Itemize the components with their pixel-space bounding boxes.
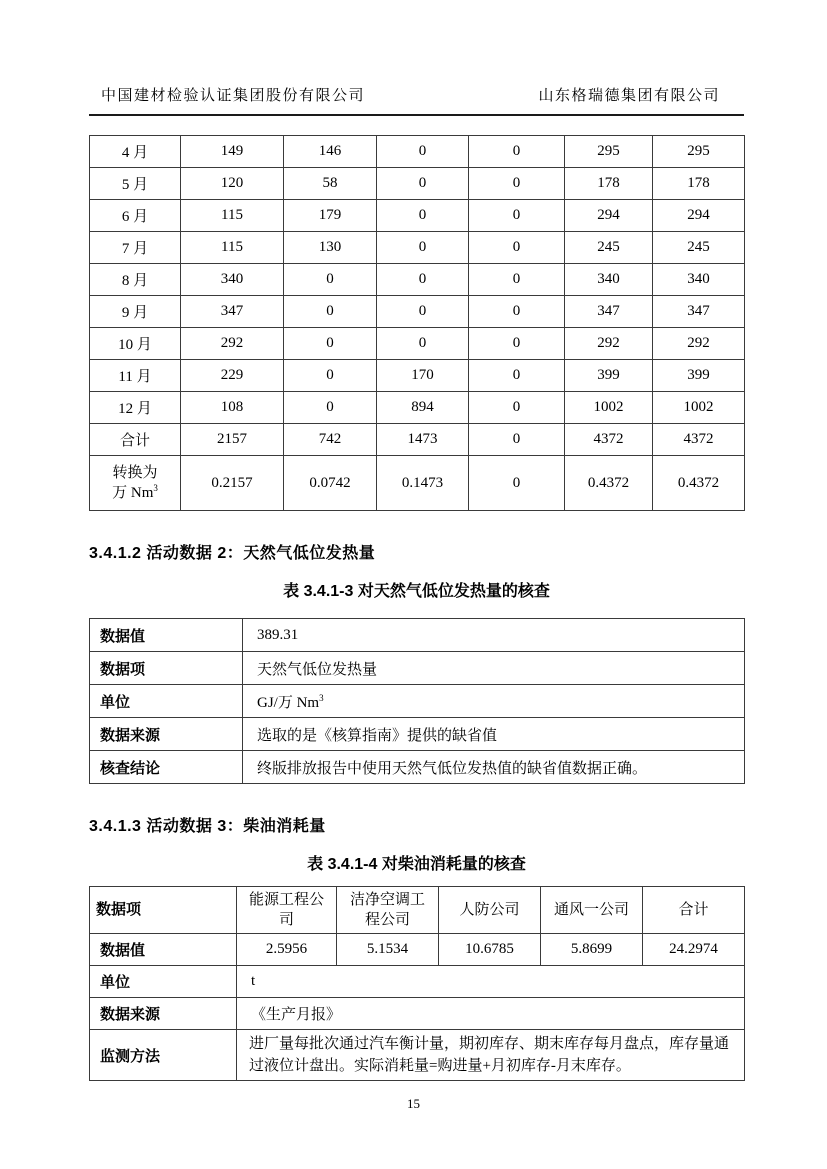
value-cell: 24.2974 — [643, 934, 745, 966]
value-cell: 340 — [181, 264, 284, 296]
value-cell: 245 — [565, 232, 653, 264]
conversion-label-cell — [90, 456, 181, 511]
value-cell: 0 — [377, 200, 469, 232]
value-cell: 0 — [469, 360, 565, 392]
month-cell: 6 月 — [90, 200, 181, 232]
page-header — [89, 0, 744, 116]
value-cell: 115 — [181, 232, 284, 264]
table-row — [90, 718, 745, 751]
value-cell: 149 — [181, 136, 284, 168]
company-name-left: 中国建材检验认证集团股份有限公司 — [101, 88, 366, 104]
value-cell: 130 — [284, 232, 377, 264]
value-cell: 0 — [377, 328, 469, 360]
row-value: 天然气低位发热量 — [243, 652, 745, 685]
row-label: 数据值 — [90, 934, 237, 966]
value-cell: 58 — [284, 168, 377, 200]
page-content — [89, 0, 744, 1081]
table-row-october — [90, 328, 745, 360]
month-cell: 9 月 — [90, 296, 181, 328]
company-name-right: 山东格瑞德集团有限公司 — [538, 88, 720, 104]
value-cell: 0 — [469, 264, 565, 296]
superscript-3: 3 — [153, 483, 158, 493]
value-cell: 347 — [181, 296, 284, 328]
table-row-method — [90, 1030, 745, 1081]
value-cell: 399 — [565, 360, 653, 392]
table-row — [90, 652, 745, 685]
gas-consumption-table — [89, 135, 745, 511]
value-cell: 0 — [284, 392, 377, 424]
value-cell: 120 — [181, 168, 284, 200]
value-cell: 108 — [181, 392, 284, 424]
row-label: 数据项 — [90, 652, 243, 685]
value-cell: 340 — [653, 264, 745, 296]
row-value: 389.31 — [243, 619, 745, 652]
column-header: 通风一公司 — [541, 887, 643, 934]
value-cell: 1473 — [377, 424, 469, 456]
value-cell: 0 — [469, 392, 565, 424]
heating-value-table — [89, 618, 745, 784]
table-row-may — [90, 168, 745, 200]
table-row-july — [90, 232, 745, 264]
table-row-total — [90, 424, 745, 456]
value-cell: 292 — [181, 328, 284, 360]
conversion-label-line2: 万 Nm$^3$ — [112, 483, 158, 501]
value-cell: 0.0742 — [284, 456, 377, 511]
value-cell: 347 — [565, 296, 653, 328]
table-row-april — [90, 136, 745, 168]
section-heading-3413: 3.4.1.3 活动数据 3：柴油消耗量 — [89, 818, 326, 835]
value-cell: 340 — [565, 264, 653, 296]
table-row-conversion — [90, 456, 745, 511]
value-cell: 0 — [469, 296, 565, 328]
table-row — [90, 619, 745, 652]
row-value: t — [237, 966, 745, 998]
column-header: 能源工程公司 — [237, 887, 337, 934]
value-cell: 115 — [181, 200, 284, 232]
table-caption-3413: 表 3.4.1-3 对天然气低位发热量的核查 — [283, 583, 550, 600]
row-label: 数据来源 — [90, 998, 237, 1030]
table-row-december — [90, 392, 745, 424]
value-cell: 399 — [653, 360, 745, 392]
value-cell: 4372 — [653, 424, 745, 456]
value-cell: 0 — [377, 136, 469, 168]
value-cell: 0.4372 — [565, 456, 653, 511]
month-cell: 4 月 — [90, 136, 181, 168]
value-cell: 295 — [653, 136, 745, 168]
total-label-cell: 合计 — [90, 424, 181, 456]
value-cell: 0 — [284, 264, 377, 296]
superscript-3: 3 — [319, 692, 324, 703]
value-cell: 170 — [377, 360, 469, 392]
value-cell: 0 — [377, 296, 469, 328]
row-label: 数据值 — [90, 619, 243, 652]
value-cell: 146 — [284, 136, 377, 168]
row-label: 数据项 — [90, 887, 237, 934]
row-value: 选取的是《核算指南》提供的缺省值 — [243, 718, 745, 751]
value-cell: 0 — [469, 200, 565, 232]
value-cell: 245 — [653, 232, 745, 264]
column-header: 合计 — [643, 887, 745, 934]
value-cell: 0 — [284, 328, 377, 360]
value-cell: 294 — [565, 200, 653, 232]
value-cell: 292 — [565, 328, 653, 360]
table-row-source — [90, 998, 745, 1030]
month-cell: 11 月 — [90, 360, 181, 392]
month-cell: 5 月 — [90, 168, 181, 200]
row-value: 《生产月报》 — [237, 998, 745, 1030]
table-row-june — [90, 200, 745, 232]
value-cell: 1002 — [565, 392, 653, 424]
section-heading-3412: 3.4.1.2 活动数据 2：天然气低位发热量 — [89, 545, 376, 562]
value-cell: 0.2157 — [181, 456, 284, 511]
page-number: 15 — [407, 1096, 420, 1111]
value-cell: 292 — [653, 328, 745, 360]
table-row-september — [90, 296, 745, 328]
table-header-row — [90, 887, 745, 934]
value-cell: 0.4372 — [653, 456, 745, 511]
diesel-table — [89, 886, 745, 1081]
value-cell: 4372 — [565, 424, 653, 456]
table-row-november — [90, 360, 745, 392]
month-cell: 10 月 — [90, 328, 181, 360]
value-cell: 10.6785 — [439, 934, 541, 966]
value-cell: 179 — [284, 200, 377, 232]
value-cell: 0 — [469, 328, 565, 360]
table-row-unit — [90, 966, 745, 998]
value-cell: 178 — [565, 168, 653, 200]
value-cell: 5.8699 — [541, 934, 643, 966]
value-cell: 0 — [377, 232, 469, 264]
value-cell: 0 — [284, 296, 377, 328]
value-cell: 0 — [469, 232, 565, 264]
row-value: 终版排放报告中使用天然气低位发热值的缺省值数据正确。 — [243, 751, 745, 784]
table-row-august — [90, 264, 745, 296]
column-header: 人防公司 — [439, 887, 541, 934]
value-cell: 294 — [653, 200, 745, 232]
value-cell: 229 — [181, 360, 284, 392]
value-cell: 5.1534 — [337, 934, 439, 966]
value-cell: 0.1473 — [377, 456, 469, 511]
table-row — [90, 751, 745, 784]
value-cell: 0 — [469, 424, 565, 456]
value-cell: 0 — [377, 168, 469, 200]
value-cell: 2157 — [181, 424, 284, 456]
row-label: 单位 — [90, 685, 243, 718]
row-label: 数据来源 — [90, 718, 243, 751]
table-caption-3414: 表 3.4.1-4 对柴油消耗量的核查 — [307, 856, 526, 873]
row-label: 核查结论 — [90, 751, 243, 784]
row-label: 监测方法 — [90, 1030, 237, 1081]
value-cell: 0 — [469, 136, 565, 168]
value-cell: 0 — [377, 264, 469, 296]
value-cell: 295 — [565, 136, 653, 168]
table-row — [90, 685, 745, 718]
value-cell: 0 — [469, 456, 565, 511]
value-cell: 2.5956 — [237, 934, 337, 966]
table-row-values — [90, 934, 745, 966]
value-cell: 742 — [284, 424, 377, 456]
month-cell: 8 月 — [90, 264, 181, 296]
row-value: 进厂量每批次通过汽车衡计量，期初库存、期末库存每月盘点，库存量通过液位计盘出。实际消耗量=购进量+月初库存-月末库存。 — [237, 1030, 745, 1081]
row-value-unit: GJ/万 Nm$^3$ — [243, 685, 745, 718]
value-cell: 1002 — [653, 392, 745, 424]
value-cell: 0 — [284, 360, 377, 392]
month-cell: 12 月 — [90, 392, 181, 424]
value-cell: 178 — [653, 168, 745, 200]
value-cell: 0 — [469, 168, 565, 200]
column-header: 洁净空调工程公司 — [337, 887, 439, 934]
value-cell: 347 — [653, 296, 745, 328]
value-cell: 894 — [377, 392, 469, 424]
conversion-label-line1: 转换为 — [112, 465, 158, 481]
month-cell: 7 月 — [90, 232, 181, 264]
row-label: 单位 — [90, 966, 237, 998]
